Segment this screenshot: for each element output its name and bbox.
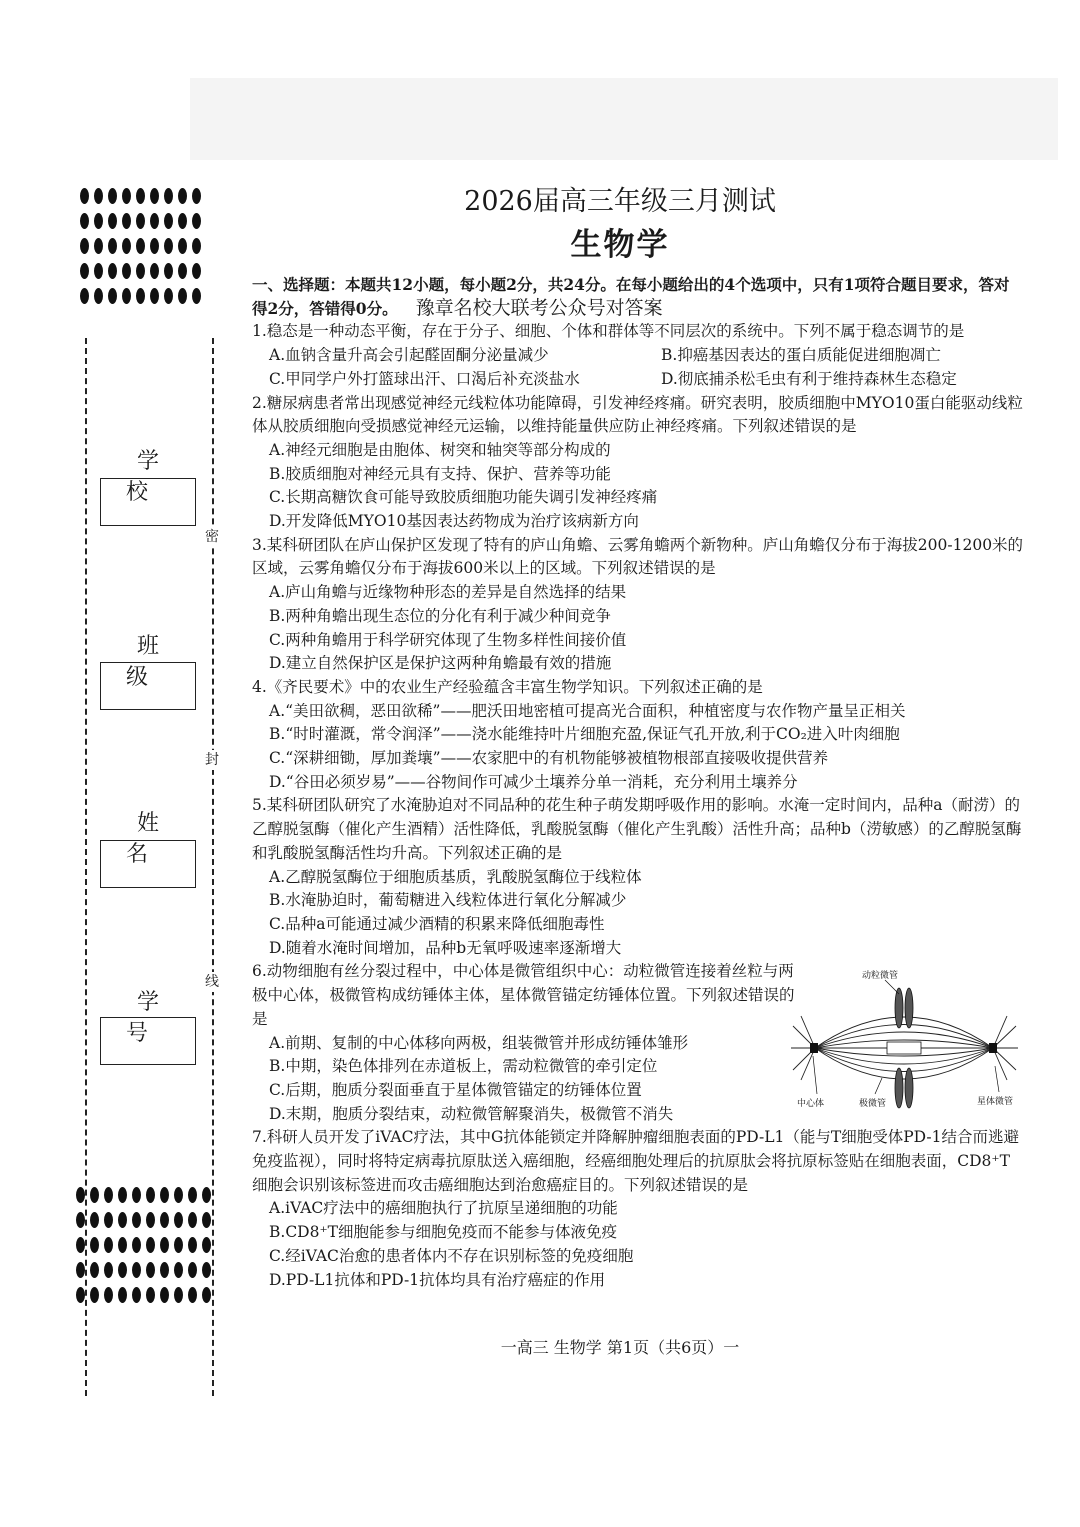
dot-icon (104, 1262, 113, 1278)
question-3 (252, 534, 1024, 676)
dot-icon (104, 1187, 113, 1203)
name-label: 姓名 (125, 811, 181, 867)
dot-icon (136, 263, 145, 279)
dot-icon (178, 263, 187, 279)
option-c: C.品种a可能通过减少酒精的积累来降低细胞毒性 (269, 914, 605, 933)
class-label: 班级 (125, 634, 181, 690)
dot-icon (76, 1187, 85, 1203)
option-c: C.长期高糖饮食可能导致胶质细胞功能失调引发神经疼痛 (269, 488, 658, 507)
dot-icon (136, 188, 145, 204)
seal-char-feng: 封 (205, 752, 219, 768)
dot-icon (104, 1212, 113, 1228)
option-d: D.开发降低MYO10基因表达药物成为治疗该病新方向 (269, 512, 639, 531)
dot-icon (94, 238, 103, 254)
label-centrosome: 中心体 (797, 1099, 825, 1110)
dot-icon (174, 1187, 183, 1203)
subject-title: 生物学 (570, 227, 670, 263)
dot-icon (164, 188, 173, 204)
dot-icon (202, 1287, 211, 1303)
dot-icon (146, 1237, 155, 1253)
dot-icon (90, 1187, 99, 1203)
option-b: B.两种角蟾出现生态位的分化有利于减少种间竞争 (269, 606, 611, 625)
dot-icon (192, 238, 201, 254)
option-a: A.“美田欲稠，恶田欲稀”——肥沃田地密植可提高光合面积，种植密度与农作物产量呈正相关 (269, 701, 906, 720)
dot-icon (108, 263, 117, 279)
dot-icon (136, 288, 145, 304)
option-a: A.庐山角蟾与近缘物种形态的差异是自然选择的结果 (269, 583, 627, 602)
dot-icon (174, 1287, 183, 1303)
dot-icon (94, 213, 103, 229)
dot-icon (80, 188, 89, 204)
label-kinetochore-microtubule: 动粒微管 (862, 971, 899, 982)
option-b: B.胶质细胞对神经元具有支持、保护、营养等功能 (269, 464, 611, 483)
option-d: D.建立自然保护区是保护这两种角蟾最有效的措施 (269, 654, 612, 673)
dot-icon (150, 213, 159, 229)
dot-icon (188, 1237, 197, 1253)
dot-icon (188, 1262, 197, 1278)
dot-icon (174, 1212, 183, 1228)
dot-icon (118, 1187, 127, 1203)
option-b: B.水淹胁迫时，葡萄糖进入线粒体进行氧化分解减少 (269, 891, 627, 910)
dot-icon (160, 1212, 169, 1228)
student-id-input[interactable] (100, 1017, 196, 1065)
dot-icon (192, 188, 201, 204)
question-1 (252, 320, 1024, 391)
dot-row (76, 1287, 211, 1306)
dot-icon (132, 1287, 141, 1303)
centrosome-right-icon (989, 1043, 997, 1053)
dot-icon (164, 263, 173, 279)
school-label: 学校 (125, 449, 181, 505)
dot-icon (122, 238, 131, 254)
option-c: C.甲同学户外打篮球出汗、口渴后补充淡盐水 (269, 369, 580, 388)
dot-icon (202, 1262, 211, 1278)
option-b: B.“时时灌溉，常令润泽”——浇水能维持叶片细胞充盈,保证气孔开放,利于CO₂进入叶肉细胞 (269, 725, 900, 744)
question-stem: 3.某科研团队在庐山保护区发现了特有的庐山角蟾、云雾角蟾两个新物种。庐山角蟾仅分布于海拔200-1200米的区域，云雾角蟾仅分布于海拔600米以上的区域。下列叙述错误的是 (252, 535, 1024, 578)
dot-icon (118, 1287, 127, 1303)
dot-icon (90, 1237, 99, 1253)
section-heading-text: 一、选择题：本题共12小题，每小题2分，共24分。在每小题给出的4个选项中，只有1项符合题目要求，答对得2分，答错得0分。 (252, 275, 1010, 318)
dot-icon (202, 1237, 211, 1253)
dot-icon (178, 188, 187, 204)
dot-row (76, 1187, 211, 1206)
label-astral-microtubule: 星体微管 (977, 1097, 1014, 1108)
option-b: B.中期，染色体排列在赤道板上，需动粒微管的牵引定位 (269, 1057, 658, 1076)
centrosome-left-icon (810, 1043, 818, 1053)
dot-icon (136, 213, 145, 229)
spindle-diagram (787, 966, 1022, 1116)
question-6 (252, 960, 1024, 1126)
binding-line-left (85, 338, 87, 1396)
dot-icon (118, 1212, 127, 1228)
dot-icon (76, 1237, 85, 1253)
dot-icon (132, 1237, 141, 1253)
dot-row (80, 263, 201, 282)
dot-icon (160, 1287, 169, 1303)
option-c: C.两种角蟾用于科学研究体现了生物多样性间接价值 (269, 630, 627, 649)
dot-icon (122, 263, 131, 279)
dot-icon (192, 213, 201, 229)
dot-icon (80, 263, 89, 279)
page-footer: 一高三 生物学 第1页（共6页）一 (500, 1338, 740, 1357)
dot-icon (136, 238, 145, 254)
dot-icon (94, 188, 103, 204)
dot-icon (122, 188, 131, 204)
dot-icon (192, 263, 201, 279)
option-row (252, 368, 1024, 392)
dot-icon (104, 1287, 113, 1303)
option-d: D.PD-L1抗体和PD-1抗体均具有治疗癌症的作用 (269, 1270, 606, 1289)
option-a: A.乙醇脱氢酶位于细胞质基质，乳酸脱氢酶位于线粒体 (269, 867, 642, 886)
option-b: B.CD8⁺T细胞能参与细胞免疫而不能参与体液免疫 (269, 1223, 617, 1242)
question-5 (252, 794, 1024, 960)
dot-icon (178, 213, 187, 229)
scan-header-band (190, 78, 1058, 160)
dot-icon (150, 188, 159, 204)
dot-icon (122, 213, 131, 229)
option-c: C.后期，胞质分裂面垂直于星体微管锚定的纺锤体位置 (269, 1080, 642, 1099)
question-area (252, 273, 1024, 1292)
dot-icon (164, 238, 173, 254)
dot-icon (164, 213, 173, 229)
dot-icon (188, 1287, 197, 1303)
dot-icon (80, 238, 89, 254)
question-stem: 1.稳态是一种动态平衡，存在于分子、细胞、个体和群体等不同层次的系统中。下列不属于稳态调节的是 (252, 322, 965, 341)
question-4 (252, 676, 1024, 795)
dot-icon (94, 263, 103, 279)
option-row (252, 344, 1024, 368)
dot-icon (108, 213, 117, 229)
dot-icon (76, 1262, 85, 1278)
dot-icon (202, 1187, 211, 1203)
dot-row (76, 1262, 211, 1281)
dot-icon (90, 1212, 99, 1228)
option-a: A.iVAC疗法中的癌细胞执行了抗原呈递细胞的功能 (269, 1199, 618, 1218)
dot-icon (150, 288, 159, 304)
dot-icon (122, 288, 131, 304)
dot-icon (90, 1287, 99, 1303)
dot-icon (150, 263, 159, 279)
section-heading (252, 273, 1024, 320)
option-d: D.末期，胞质分裂结束，动粒微管解聚消失，极微管不消失 (269, 1104, 674, 1123)
dot-icon (104, 1237, 113, 1253)
dot-icon (146, 1262, 155, 1278)
school-input[interactable] (100, 478, 196, 526)
question-stem: 4.《齐民要术》中的农业生产经验蕴含丰富生物学知识。下列叙述正确的是 (252, 677, 763, 696)
option-c: C.经iVAC治愈的患者体内不存在识别标签的免疫细胞 (269, 1246, 634, 1265)
option-d: D.“谷田必须岁易”——谷物间作可减少土壤养分单一消耗，充分利用土壤养分 (269, 772, 798, 791)
dot-icon (132, 1262, 141, 1278)
dot-icon (80, 213, 89, 229)
dot-row (76, 1212, 211, 1231)
dot-icon (178, 288, 187, 304)
dot-icon (108, 238, 117, 254)
dot-icon (132, 1212, 141, 1228)
option-d: D.彻底捕杀松毛虫有利于维持森林生态稳定 (661, 369, 957, 388)
dot-row (80, 188, 201, 207)
dot-icon (160, 1262, 169, 1278)
dot-icon (146, 1212, 155, 1228)
question-7 (252, 1126, 1024, 1292)
dot-icon (94, 288, 103, 304)
watermark-text: 豫章名校大联考公众号对答案 (415, 296, 663, 319)
dot-icon (146, 1287, 155, 1303)
dot-row (80, 213, 201, 232)
dot-icon (132, 1187, 141, 1203)
dot-row (80, 238, 201, 257)
question-stem: 5.某科研团队研究了水淹胁迫对不同品种的花生种子萌发期呼吸作用的影响。水淹一定时间内，品种a（耐涝）的乙醇脱氢酶（催化产生酒精）活性降低，乳酸脱氢酶（催化产生乳酸）活性升高；品种b（涝敏感）的乙醇脱氢酶和乳酸脱氢酶活性均升高。下列叙述正确的是 (252, 796, 1022, 862)
dot-row (80, 288, 201, 307)
name-input[interactable] (100, 840, 196, 888)
question-stem: 7.科研人员开发了iVAC疗法，其中G抗体能锁定并降解肿瘤细胞表面的PD-L1（能与T细胞受体PD-1结合而逃避免疫监视），同时将特定病毒抗原肽送入癌细胞，经癌细胞处理后的抗原肽会将抗原标签贴在细胞表面，CD8⁺T细胞会识别该标签进而攻击癌细胞达到治愈癌症目的。下列叙述错误的是 (252, 1128, 1019, 1194)
option-a: A.前期、复制的中心体移向两极，组装微管并形成纺锤体雏形 (269, 1033, 689, 1052)
option-d: D.随着水淹时间增加，品种b无氧呼吸速率逐渐增大 (269, 938, 622, 957)
dot-icon (150, 238, 159, 254)
dot-block-bottom (76, 1187, 211, 1306)
dot-icon (146, 1187, 155, 1203)
class-input[interactable] (100, 662, 196, 710)
dot-icon (80, 288, 89, 304)
dot-icon (188, 1187, 197, 1203)
question-stem: 6.动物细胞有丝分裂过程中，中心体是微管组织中心：动粒微管连接着丝粒与两极中心体，极微管构成纺锤体主体，星体微管锚定纺锤体位置。下列叙述错误的是 (252, 962, 795, 1028)
dot-icon (178, 238, 187, 254)
dot-block-top (80, 188, 201, 307)
dot-icon (118, 1262, 127, 1278)
dot-icon (202, 1212, 211, 1228)
dot-row (76, 1237, 211, 1256)
question-2 (252, 392, 1024, 534)
question-stem: 2.糖尿病患者常出现感觉神经元线粒体功能障碍，引发神经疼痛。研究表明，胶质细胞中MYO10蛋白能驱动线粒体从胶质细胞向受损感觉神经元运输，以维持能量供应防止神经疼痛。下列叙述错误的是 (252, 393, 1023, 436)
seal-char-mi: 密 (205, 529, 219, 545)
dot-icon (76, 1287, 85, 1303)
dot-icon (160, 1187, 169, 1203)
student-id-label: 学号 (125, 990, 181, 1046)
dot-icon (108, 188, 117, 204)
dot-icon (174, 1262, 183, 1278)
exam-title: 2026届高三年级三月测试 (464, 186, 776, 217)
dot-icon (76, 1212, 85, 1228)
label-polar-microtubule: 极微管 (859, 1099, 887, 1110)
binding-line-right (212, 338, 214, 1396)
seal-char-xian: 线 (205, 974, 219, 990)
option-b: B.抑癌基因表达的蛋白质能促进细胞凋亡 (661, 346, 941, 365)
dot-icon (118, 1237, 127, 1253)
dot-icon (160, 1237, 169, 1253)
option-a: A.血钠含量升高会引起醛固酮分泌量减少 (269, 346, 549, 365)
dot-icon (192, 288, 201, 304)
option-a: A.神经元细胞是由胞体、树突和轴突等部分构成的 (269, 440, 611, 459)
dot-icon (108, 288, 117, 304)
dot-icon (90, 1262, 99, 1278)
dot-icon (164, 288, 173, 304)
dot-icon (174, 1237, 183, 1253)
dot-icon (188, 1212, 197, 1228)
option-c: C.“深耕细锄，厚加粪壤”——农家肥中的有机物能够被植物根部直接吸收提供营养 (269, 749, 829, 768)
